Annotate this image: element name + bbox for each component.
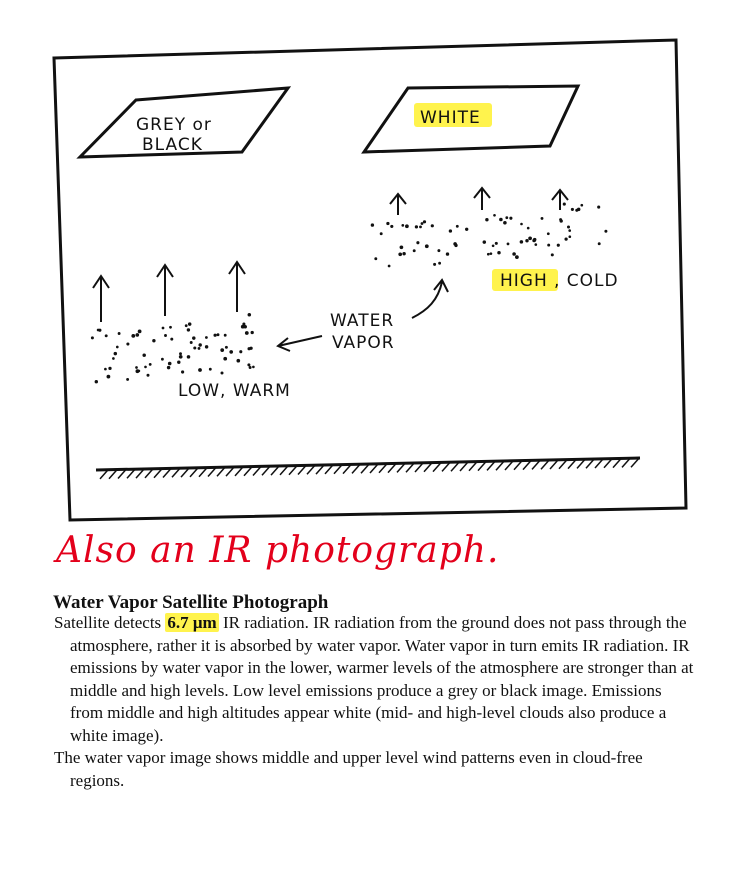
vapor-dot [179,352,182,355]
water-label-line1: WATER [330,311,395,331]
vapor-dot [495,242,498,245]
vapor-dot [243,325,247,329]
vapor-dot [520,240,524,244]
vapor-dot [161,358,164,361]
vapor-dot [557,244,560,247]
vapor-dot [116,346,119,349]
vapor-dot [177,360,180,363]
vapor-dot [198,347,201,350]
vapor-dot [423,220,426,223]
vapor-dot [567,226,570,229]
vapor-dot [112,357,115,360]
vapor-dot [512,252,516,256]
vapor-dot [220,348,224,352]
vapor-dot [551,253,554,256]
vapor-dot [179,355,183,359]
vapor-dot [221,372,224,375]
vapor-dot [168,362,172,366]
vapor-dot [162,327,165,330]
vapor-dot [604,230,607,233]
vapor-dot [598,242,601,245]
vapor-dot [98,329,101,332]
vapor-dot [401,224,404,227]
vapor-dot [371,223,374,226]
caption-p1-start: Satellite detects [54,613,166,632]
vapor-dot [433,263,436,266]
left-box-label-line1: GREY or [136,115,212,135]
vapor-dot [456,225,459,228]
vapor-dot [107,375,111,379]
vapor-dot [164,334,167,337]
vapor-dot [541,217,544,220]
vapor-dot [251,331,254,334]
vapor-dot [575,209,578,212]
vapor-dot [225,346,228,349]
vapor-dot [135,333,139,337]
vapor-dot [170,338,173,341]
vapor-dot [138,370,141,373]
vapor-dot [142,353,145,356]
vapor-dot [205,345,208,348]
water-label-line2: VAPOR [332,333,395,353]
vapor-dot [224,334,227,337]
vapor-dot [421,222,424,225]
vapor-dot [425,244,429,248]
high-label-suffix: , COLD [554,271,619,291]
vapor-dot [118,332,121,335]
vapor-dot [187,355,191,359]
vapor-dot [515,255,519,259]
caption-body [54,612,694,792]
vapor-dot [492,244,495,247]
vapor-dot [229,350,233,354]
vapor-dot [419,226,422,229]
vapor-dot [213,334,216,337]
low-label: LOW, WARM [178,381,291,401]
vapor-dot [398,252,402,256]
vapor-dot [497,251,500,254]
vapor-dot [568,235,571,238]
vapor-dot [248,313,252,317]
vapor-dot [149,363,152,366]
left-box-label-line2: BLACK [142,135,203,155]
vapor-dot [571,208,574,211]
vapor-dot [528,236,532,240]
vapor-dot [245,331,249,335]
vapor-dot [247,363,250,366]
vapor-dot [527,227,530,230]
vapor-dot [390,225,393,228]
vapor-dot [187,328,190,331]
vapor-dot [126,378,129,381]
vapor-dot [449,229,452,232]
vapor-dot [493,214,496,217]
vapor-dot [199,343,202,346]
vapor-dot [374,257,377,260]
vapor-dot [169,326,172,329]
vapor-dot [193,346,196,349]
vapor-dot [209,368,212,371]
caption-title: Water Vapor Satellite Photograph [53,592,329,613]
caption-p1-rest: IR radiation. IR radiation from the ground does not pass through the atmosphere, rather it is absorbed by water vapor. Water vapor in turn emits IR radiation. IR emissions by water vapor in the lower, warmer levels of the atmosphere are stronger than at middle and high levels. Low level emissions produce a grey or black image. Emissions from middle and high altitudes appear white (mid- and high-level clouds also produce a white image). [70,613,694,745]
high-label: HIGH [500,271,548,291]
vapor-dot [431,224,434,227]
vapor-dot [509,217,512,220]
ir-photograph-annotation: Also an IR photograph. [56,530,500,571]
vapor-dot [185,324,188,327]
vapor-dot [568,229,571,232]
vapor-dot [108,367,111,370]
vapor-dot [483,240,486,243]
vapor-dot [167,366,170,369]
vapor-dot [91,336,94,339]
vapor-dot [252,366,255,369]
vapor-dot [198,368,202,372]
vapor-dot [380,232,383,235]
vapor-dot [217,333,220,336]
vapor-dot [597,206,600,209]
vapor-dot [454,244,457,247]
vapor-dot [505,216,508,219]
vapor-dot [415,225,418,228]
vapor-dot [239,350,242,353]
vapor-dot [490,252,493,255]
vapor-dot [105,334,108,337]
vapor-dot [564,237,567,240]
vapor-dot [438,262,441,265]
vapor-dot [400,245,404,249]
vapor-dot [520,223,523,226]
vapor-dot [503,221,507,225]
vapor-dot [181,370,184,373]
vapor-dot [386,222,389,225]
vapor-dot [465,228,468,231]
vapor-dot [104,368,107,371]
vapor-dot [547,244,550,247]
caption-paragraph-1 [54,612,694,747]
caption-paragraph-2: The water vapor image shows middle and upper level wind patterns even in cloud-free regions. [54,748,643,790]
vapor-dot [416,241,419,244]
vapor-dot [487,253,490,256]
vapor-dot [249,366,252,369]
vapor-dot [534,243,537,246]
vapor-dot [446,252,449,255]
vapor-dot [532,239,536,243]
vapor-dot [152,339,155,342]
high-level-arrows [390,188,568,215]
vapor-dot [413,249,416,252]
vapor-dot [499,218,503,222]
vapor-dot [547,232,550,235]
vapor-dot [147,374,150,377]
vapor-dot [131,334,135,338]
vapor-dot [525,239,528,242]
vapor-dot [95,380,98,383]
ground-surface [96,458,640,479]
wavelength-highlight: 6.7 μm [167,613,217,632]
vapor-dot [114,352,117,355]
vapor-dot [205,336,208,339]
vapor-dot [192,336,195,339]
vapor-dot [405,224,409,228]
vapor-dot [485,218,488,221]
vapor-dot [188,322,191,325]
vapor-dot [580,204,583,207]
vapor-dot [144,366,147,369]
vapor-dot [247,347,250,350]
vapor-dot [138,330,142,334]
vapor-dot [507,243,510,246]
vapor-dot [559,218,562,221]
vapor-dot [190,341,193,344]
vapor-dot [126,342,129,345]
vapor-dot [236,359,240,363]
vapor-dot [135,366,138,369]
low-level-water-vapor-dots [91,313,255,383]
right-box-label: WHITE [420,108,481,128]
low-level-arrows [93,262,245,322]
vapor-dot [223,357,227,361]
vapor-dot [402,252,405,255]
high-level-water-vapor-dots [371,203,608,268]
vapor-dot [437,249,440,252]
vapor-dot [388,265,391,268]
vapor-dot [563,203,566,206]
